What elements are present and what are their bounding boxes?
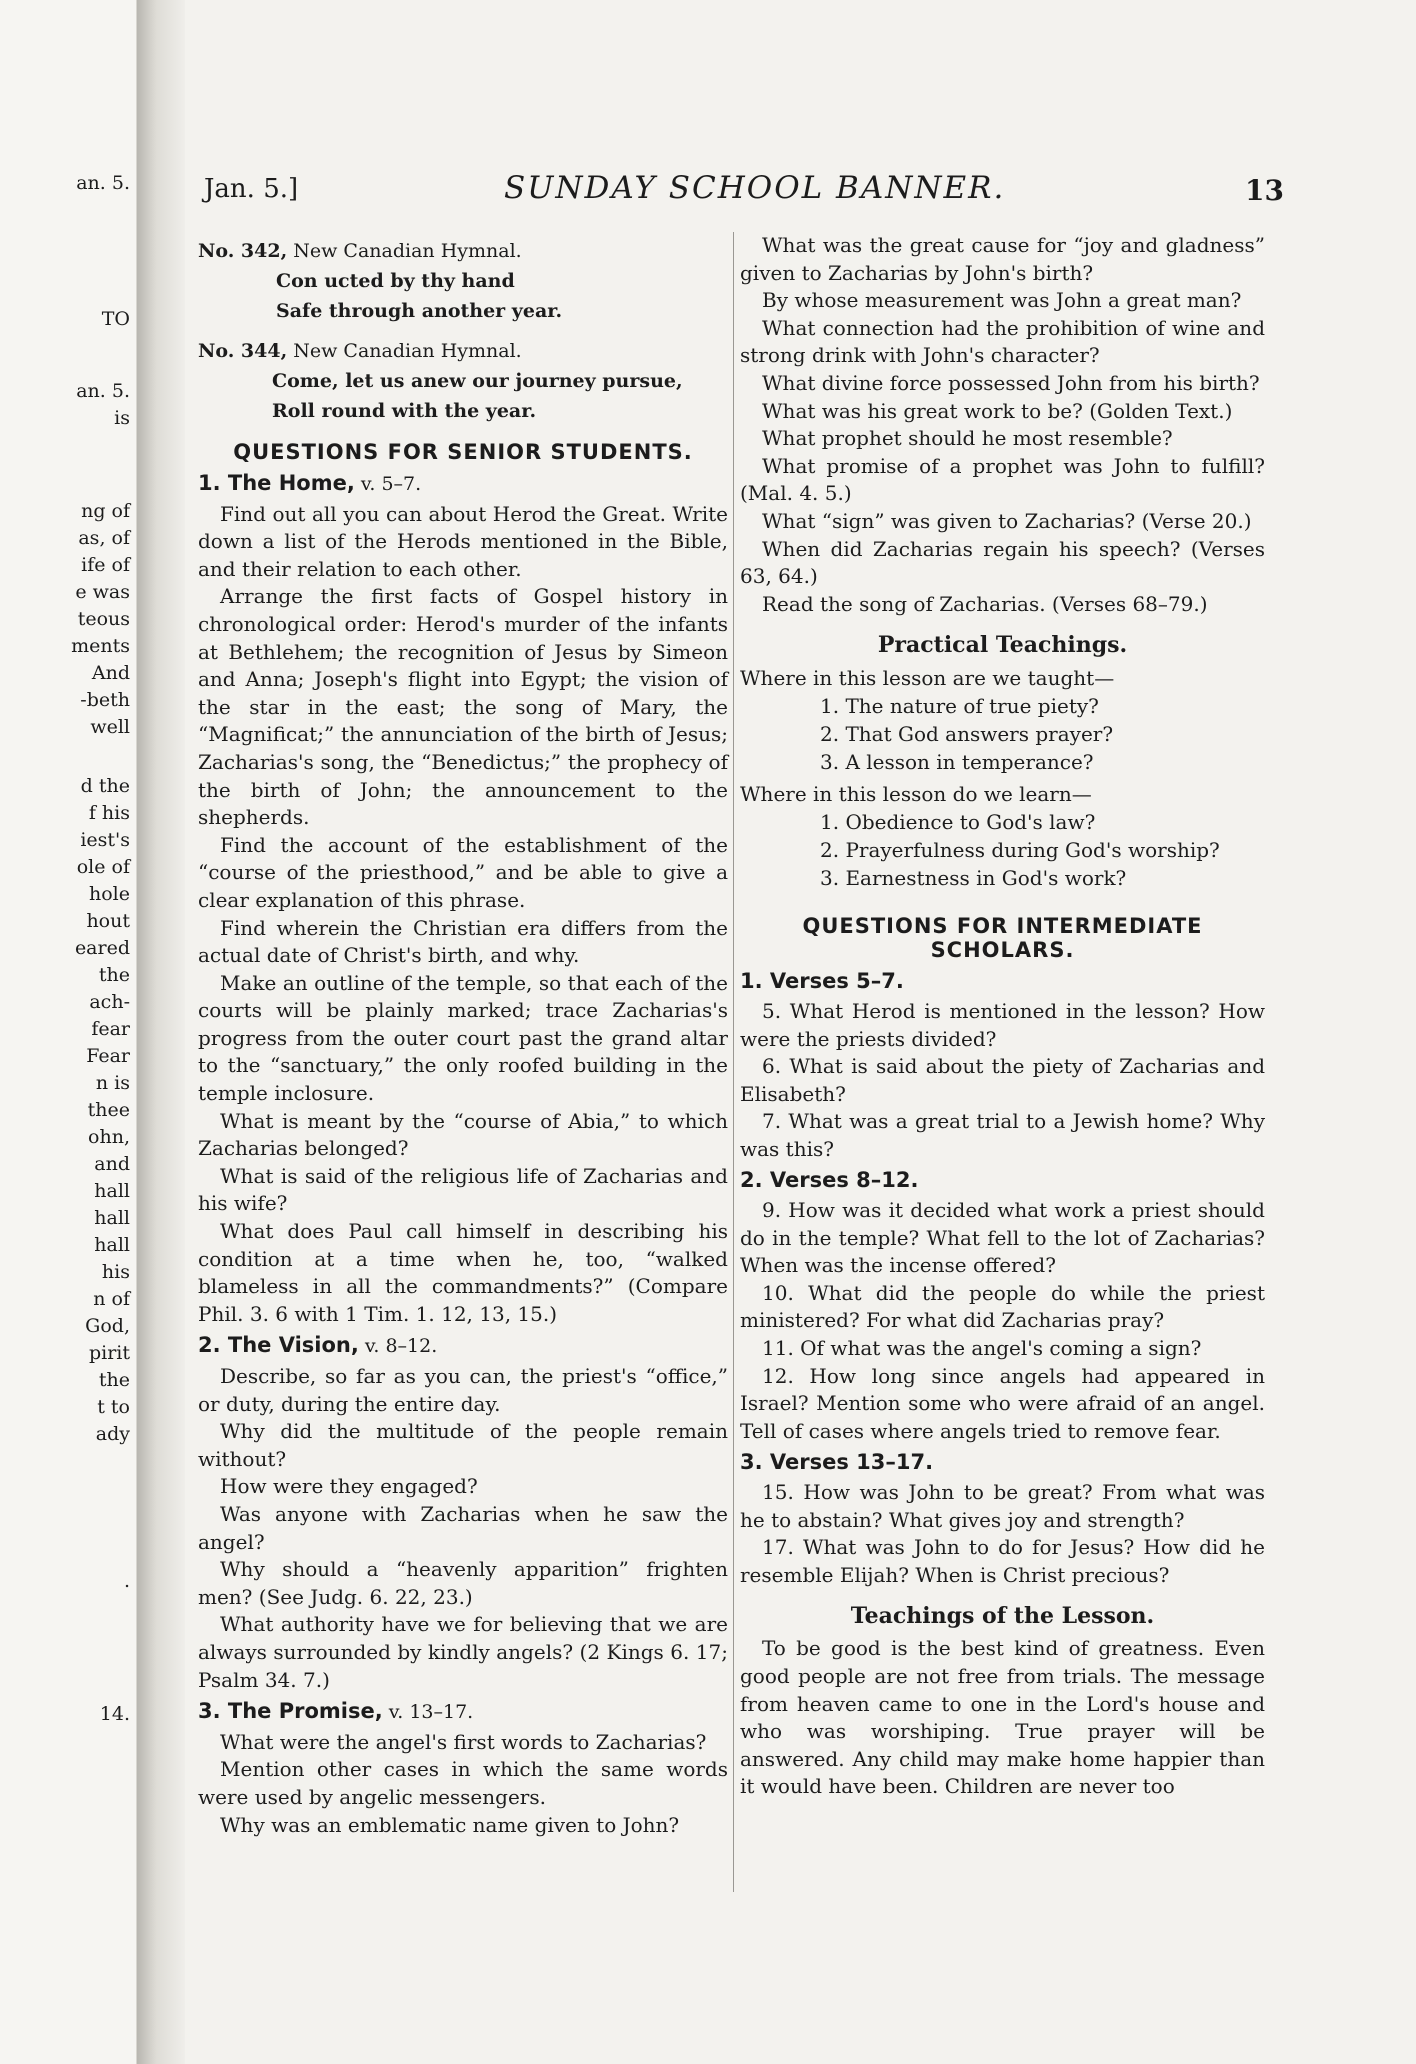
question-paragraph: 7. What was a great trial to a Jewish home? Why was this? — [740, 1109, 1265, 1161]
teachings-text: To be good is the best kind of greatness. Even good people are not free from trials. The message from heaven came to one in the Lord's house and who was worshiping. True prayer will be answered. Any child may make home happier than it would have been. Children are never too — [740, 1636, 1265, 1799]
adjacent-page-fragment: 14. — [99, 1703, 130, 1725]
question-paragraph: What divine force possessed John from his birth? — [762, 370, 1260, 395]
adjacent-page-fragment: ady — [95, 1423, 130, 1445]
question-paragraph: What were the angel's first words to Zacharias? — [220, 1729, 707, 1754]
question-paragraph: How were they engaged? — [220, 1474, 478, 1499]
adjacent-page-fragment: t to — [97, 1396, 130, 1418]
adjacent-page-fragment: an. 5. — [76, 380, 130, 402]
adjacent-page-fragment: hole — [89, 883, 130, 905]
header-title: SUNDAY SCHOOL BANNER. — [504, 170, 1006, 206]
page — [190, 0, 1330, 2064]
question-paragraph: What is said of the religious life of Zacharias and his wife? — [198, 1163, 728, 1216]
adjacent-page-fragment: ohn, — [88, 1126, 130, 1148]
right-column — [740, 232, 1265, 1801]
question-paragraph: 5. What Herod is mentioned in the lesson? How were the priests divided? — [740, 998, 1265, 1051]
question-paragraph: 10. What did the people do while the priest ministered? For what did Zacharias pray? — [740, 1280, 1265, 1333]
adjacent-page-fragment: the — [98, 1369, 130, 1391]
question-paragraph: Arrange the first facts of Gospel history in chronological order: Herod's murder of the infants at Bethlehem; the recognition of Jesus by Simeon and Anna; Joseph's flight into Egypt; the vision of the star in the east; the song of Mary, the “Magnificat;” the annunciation of the birth of Jesus; Zacharias's song, the “Benedictus;” the prophecy of the birth of John; the announcement to the shepherds. — [198, 584, 728, 830]
adjacent-page-fragment: ole of — [76, 856, 130, 878]
page-gutter — [137, 0, 185, 2064]
adjacent-page-edge — [0, 0, 137, 2064]
adjacent-page-fragment: teous — [77, 608, 130, 630]
adjacent-page-fragment: Fear — [86, 1045, 130, 1067]
section-ref: v. 8–12. — [358, 1335, 438, 1358]
adjacent-page-fragment: hall — [94, 1207, 130, 1229]
question-paragraph: Read the song of Zacharias. (Verses 68–79.) — [762, 591, 1208, 616]
hymn-line: Con ucted by thy hand — [276, 270, 515, 292]
question-paragraph: 17. What was John to do for Jesus? How did he resemble Elijah? When is Christ precious? — [740, 1535, 1265, 1587]
list-item: 3. A lesson in temperance? — [820, 750, 1094, 775]
adjacent-page-fragment: God, — [85, 1315, 130, 1337]
adjacent-page-fragment: well — [90, 716, 130, 738]
question-paragraph: Why should a “heavenly apparition” frighten men? (See Judg. 6. 22, 23.) — [198, 1557, 728, 1609]
section-title — [198, 1332, 728, 1361]
question-paragraph: What was his great work to be? (Golden Text.) — [762, 398, 1233, 423]
adjacent-page-fragment: fear — [91, 1018, 130, 1040]
section-title-text: 1. The Home, — [198, 471, 355, 495]
question-paragraph: 12. How long since angels had appeared in Israel? Mention some who were afraid of an angel. Tell of cases where angels tried to remove fear. — [740, 1363, 1265, 1443]
adjacent-page-fragment: hall — [94, 1180, 130, 1202]
question-paragraph: What “sign” was given to Zacharias? (Verse 20.) — [762, 508, 1252, 533]
header-date: Jan. 5.] — [204, 174, 299, 204]
intermediate-questions — [740, 968, 1265, 1589]
question-paragraph: What does Paul call himself in describing his condition at a time when he, too, “walked blameless in all the commandments?” (Compare Phil. 3. 6 with 1 Tim. 1. 12, 13, 15.) — [198, 1219, 728, 1326]
question-paragraph: What authority have we for believing that we are always surrounded by kindly angels? (2 Kings 6. 17; Psalm 34. 7.) — [198, 1612, 728, 1692]
section-title: 2. Verses 8–12. — [740, 1168, 919, 1193]
question-paragraph: Mention other cases in which the same words were used by angelic messengers. — [198, 1757, 728, 1809]
question-paragraph: Describe, so far as you can, the priest's “office,” or duty, during the entire day. — [198, 1364, 728, 1416]
adjacent-page-fragment: and — [94, 1153, 130, 1175]
page-number: 13 — [1245, 174, 1284, 207]
practical-heading: Practical Teachings. — [877, 632, 1128, 659]
question-paragraph: What was the great cause for “joy and gladness” given to Zacharias by John's birth? — [740, 233, 1265, 285]
section-ref: v. 5–7. — [354, 473, 422, 495]
column-divider — [733, 232, 734, 1892]
adjacent-page-fragment: ife of — [81, 554, 130, 576]
question-paragraph: Find wherein the Christian era differs from the actual date of Christ's birth, and why. — [198, 915, 728, 968]
adjacent-page-fragment: eared — [74, 937, 130, 959]
adjacent-page-fragment: an. 5. — [76, 172, 130, 194]
adjacent-page-fragment: ach- — [89, 991, 130, 1013]
section-title — [198, 470, 728, 499]
question-paragraph: What prophet should he most resemble? — [762, 426, 1173, 451]
question-paragraph: Was anyone with Zacharias when he saw the angel? — [198, 1501, 728, 1554]
list-item: 2. That God answers prayer? — [820, 722, 1114, 747]
adjacent-page-fragment: pirit — [88, 1342, 130, 1364]
section-title: 1. Verses 5–7. — [740, 969, 904, 994]
list-item: 1. Obedience to God's law? — [820, 810, 1096, 835]
hymn-ref: No. 344, New Canadian Hymnal. — [198, 340, 522, 362]
question-paragraph: What is meant by the “course of Abia,” to which Zacharias belonged? — [198, 1108, 728, 1161]
senior-questions — [198, 470, 728, 1839]
adjacent-page-fragment: n of — [93, 1288, 130, 1310]
section-title: 3. Verses 13–17. — [740, 1450, 934, 1475]
question-paragraph: Why did the multitude of the people remain without? — [198, 1419, 728, 1471]
adjacent-page-fragment: hall — [94, 1234, 130, 1256]
practical-list — [740, 692, 1265, 776]
section-title-text: 2. The Vision, — [198, 1333, 359, 1358]
running-header — [204, 166, 1284, 214]
list-item: 1. The nature of true piety? — [820, 694, 1099, 719]
adjacent-page-fragment: f his — [88, 802, 130, 824]
adjacent-page-fragment: And — [91, 662, 130, 684]
question-paragraph: 11. Of what was the angel's coming a sign? — [762, 1336, 1202, 1361]
adjacent-page-fragment: ments — [71, 635, 130, 657]
question-paragraph: Make an outline of the temple, so that each of the courts will be plainly marked; trace Zacharias's progress from the outer court past the grand altar to the “sanctuary,” the only roofed building in the temple inclosure. — [198, 970, 728, 1106]
hymn-block — [198, 236, 728, 426]
hymn-ref: No. 342, New Canadian Hymnal. — [198, 240, 522, 262]
practical-intro: Where in this lesson do we learn— — [740, 782, 1092, 807]
hymn-line: Roll round with the year. — [272, 400, 537, 422]
teachings-heading: Teachings of the Lesson. — [850, 1603, 1155, 1630]
adjacent-page-fragment: TO — [101, 308, 130, 330]
adjacent-page-fragment: thee — [87, 1099, 130, 1121]
practical-list — [740, 808, 1265, 892]
continued-questions — [740, 232, 1265, 618]
adjacent-page-fragment: e was — [75, 581, 130, 603]
question-paragraph: 6. What is said about the piety of Zacharias and Elisabeth? — [740, 1054, 1265, 1106]
left-column — [198, 236, 728, 1839]
adjacent-page-fragment: as, of — [78, 527, 130, 549]
question-paragraph: By whose measurement was John a great man? — [762, 288, 1242, 313]
intermediate-heading: QUESTIONS FOR INTERMEDIATE SCHOLARS. — [802, 914, 1203, 963]
adjacent-page-fragment: is — [114, 407, 130, 429]
question-paragraph: Find out all you can about Herod the Great. Write down a list of the Herods mentioned in the Bible, and their relation to each other. — [198, 501, 728, 581]
question-paragraph: 15. How was John to be great? From what was he to abstain? What gives joy and strength? — [740, 1480, 1265, 1532]
question-paragraph: What promise of a prophet was John to fulfill? (Mal. 4. 5.) — [740, 453, 1265, 506]
adjacent-page-fragment: ng of — [81, 500, 130, 522]
section-title-text: 3. The Promise, — [198, 1699, 383, 1724]
question-paragraph: What connection had the prohibition of wine and strong drink with John's character? — [740, 315, 1265, 368]
question-paragraph: Why was an emblematic name given to John? — [220, 1812, 680, 1837]
adjacent-page-fragment: . — [123, 1570, 130, 1592]
adjacent-page-fragment: his — [101, 1261, 130, 1283]
adjacent-page-fragment: iest's — [80, 829, 130, 851]
section-title — [198, 1698, 728, 1727]
senior-heading: QUESTIONS FOR SENIOR STUDENTS. — [233, 440, 693, 464]
question-paragraph: 9. How was it decided what work a priest should do in the temple? What fell to the lot of Zacharias? When was the incense offered? — [740, 1198, 1265, 1278]
adjacent-page-fragment: -beth — [80, 689, 130, 711]
practical-intro: Where in this lesson are we taught— — [740, 666, 1115, 691]
hymn-line: Safe through another year. — [276, 300, 563, 322]
adjacent-page-fragment: d the — [80, 775, 130, 797]
adjacent-page-fragment: the — [98, 964, 130, 986]
adjacent-page-fragment: hout — [86, 910, 130, 932]
hymn-line: Come, let us anew our journey pursue, — [272, 370, 683, 392]
adjacent-page-fragment: n is — [95, 1072, 130, 1094]
list-item: 2. Prayerfulness during God's worship? — [820, 838, 1220, 863]
question-paragraph: Find the account of the establishment of the “course of the priesthood,” and be able to give a clear explanation of this phrase. — [198, 832, 728, 912]
section-ref: v. 13–17. — [382, 1701, 474, 1724]
question-paragraph: When did Zacharias regain his speech? (Verses 63, 64.) — [740, 536, 1265, 589]
list-item: 3. Earnestness in God's work? — [820, 866, 1127, 891]
